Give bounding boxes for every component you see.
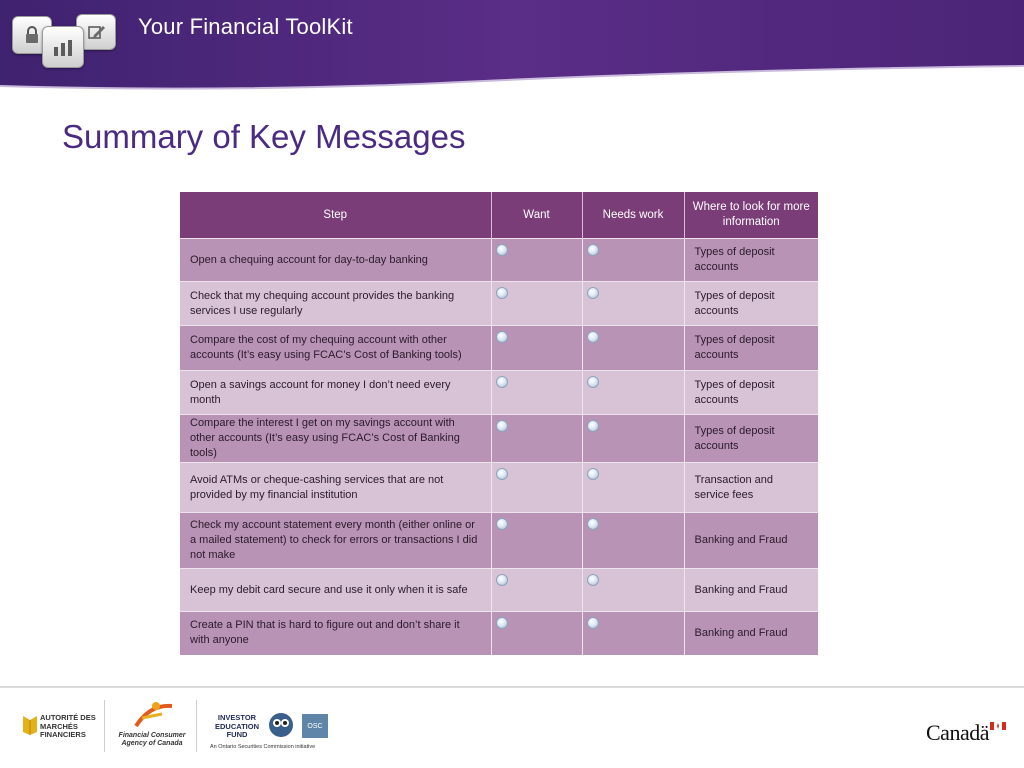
toolkit-icons bbox=[10, 10, 120, 68]
needs-work-radio[interactable] bbox=[587, 287, 599, 299]
where-cell: Transaction and service fees bbox=[684, 463, 818, 513]
column-header-want: Want bbox=[491, 192, 582, 239]
want-cell bbox=[491, 326, 582, 371]
want-cell bbox=[491, 569, 582, 612]
column-header-step: Step bbox=[180, 192, 491, 239]
key-messages-table bbox=[180, 192, 818, 655]
needs-work-cell bbox=[582, 513, 684, 569]
needs-work-radio[interactable] bbox=[587, 244, 599, 256]
table-row bbox=[180, 513, 818, 569]
footer-separator bbox=[196, 700, 197, 752]
want-cell bbox=[491, 415, 582, 463]
needs-work-cell bbox=[582, 612, 684, 655]
footer-separator bbox=[104, 700, 105, 752]
ief-tagline: An Ontario Securities Commission initiative bbox=[210, 744, 316, 750]
column-header-needs-work: Needs work bbox=[582, 192, 684, 239]
want-radio[interactable] bbox=[496, 420, 508, 432]
canada-flag-icon bbox=[990, 722, 1006, 730]
step-cell: Compare the interest I get on my savings account with other accounts (It’s easy using FCAC’s Cost of Banking tools) bbox=[180, 415, 491, 463]
want-radio[interactable] bbox=[496, 376, 508, 388]
step-cell: Open a chequing account for day-to-day banking bbox=[180, 239, 491, 282]
needs-work-cell bbox=[582, 326, 684, 371]
want-radio[interactable] bbox=[496, 574, 508, 586]
bar-chart-icon bbox=[42, 26, 84, 68]
want-radio[interactable] bbox=[496, 244, 508, 256]
table-row bbox=[180, 239, 818, 282]
needs-work-cell bbox=[582, 569, 684, 612]
header-band bbox=[0, 0, 1024, 92]
needs-work-cell bbox=[582, 371, 684, 415]
want-cell bbox=[491, 371, 582, 415]
step-cell: Keep my debit card secure and use it only when it is safe bbox=[180, 569, 491, 612]
amf-logo-text: AUTORITÉ DES MARCHÉS FINANCIERS bbox=[40, 713, 96, 739]
page-title: Summary of Key Messages bbox=[62, 118, 466, 155]
where-cell: Types of deposit accounts bbox=[684, 326, 818, 371]
want-cell bbox=[491, 463, 582, 513]
ief-logo-text: INVESTOR EDUCATION FUND bbox=[214, 713, 260, 739]
want-cell bbox=[491, 612, 582, 655]
where-cell: Banking and Fraud bbox=[684, 513, 818, 569]
needs-work-radio[interactable] bbox=[587, 518, 599, 530]
needs-work-radio[interactable] bbox=[587, 420, 599, 432]
want-radio[interactable] bbox=[496, 518, 508, 530]
where-cell: Types of deposit accounts bbox=[684, 371, 818, 415]
want-radio[interactable] bbox=[496, 617, 508, 629]
needs-work-radio[interactable] bbox=[587, 376, 599, 388]
amf-logo bbox=[22, 712, 102, 742]
where-cell: Types of deposit accounts bbox=[684, 239, 818, 282]
needs-work-radio[interactable] bbox=[587, 468, 599, 480]
fcac-mark-icon bbox=[116, 700, 188, 732]
table-header-row bbox=[180, 192, 818, 239]
osc-logo: OSC bbox=[302, 714, 328, 738]
step-cell: Create a PIN that is hard to figure out and don’t share it with anyone bbox=[180, 612, 491, 655]
key-messages-table-wrapper bbox=[180, 192, 818, 655]
where-cell: Banking and Fraud bbox=[684, 612, 818, 655]
want-radio[interactable] bbox=[496, 331, 508, 343]
app-title: Your Financial ToolKit bbox=[138, 14, 353, 39]
want-radio[interactable] bbox=[496, 287, 508, 299]
table-row bbox=[180, 569, 818, 612]
fcac-logo bbox=[116, 700, 188, 754]
fcac-logo-text: Financial Consumer Agency of Canada bbox=[118, 732, 186, 747]
ief-logo bbox=[210, 712, 340, 754]
owl-icon bbox=[268, 712, 294, 738]
needs-work-cell bbox=[582, 415, 684, 463]
needs-work-radio[interactable] bbox=[587, 617, 599, 629]
step-cell: Open a savings account for money I don’t need every month bbox=[180, 371, 491, 415]
want-cell bbox=[491, 239, 582, 282]
amf-mark-icon bbox=[22, 714, 38, 736]
where-cell: Types of deposit accounts bbox=[684, 415, 818, 463]
step-cell: Check that my chequing account provides the banking services I use regularly bbox=[180, 282, 491, 326]
needs-work-cell bbox=[582, 463, 684, 513]
table-row bbox=[180, 463, 818, 513]
column-header-where-to-look: Where to look for more information bbox=[684, 192, 818, 239]
table-row bbox=[180, 326, 818, 371]
needs-work-cell bbox=[582, 282, 684, 326]
step-cell: Avoid ATMs or cheque-cashing services that are not provided by my financial institution bbox=[180, 463, 491, 513]
step-cell: Check my account statement every month (either online or a mailed statement) to check for errors or transactions I did not make bbox=[180, 513, 491, 569]
want-cell bbox=[491, 513, 582, 569]
table-row bbox=[180, 371, 818, 415]
needs-work-radio[interactable] bbox=[587, 331, 599, 343]
want-radio[interactable] bbox=[496, 468, 508, 480]
where-cell: Banking and Fraud bbox=[684, 569, 818, 612]
where-cell: Types of deposit accounts bbox=[684, 282, 818, 326]
needs-work-radio[interactable] bbox=[587, 574, 599, 586]
needs-work-cell bbox=[582, 239, 684, 282]
table-row bbox=[180, 415, 818, 463]
footer-divider bbox=[0, 686, 1024, 688]
step-cell: Compare the cost of my chequing account with other accounts (It’s easy using FCAC’s Cost of Banking tools) bbox=[180, 326, 491, 371]
want-cell bbox=[491, 282, 582, 326]
canada-wordmark: Canadä bbox=[926, 720, 989, 745]
table-row bbox=[180, 612, 818, 655]
table-row bbox=[180, 282, 818, 326]
